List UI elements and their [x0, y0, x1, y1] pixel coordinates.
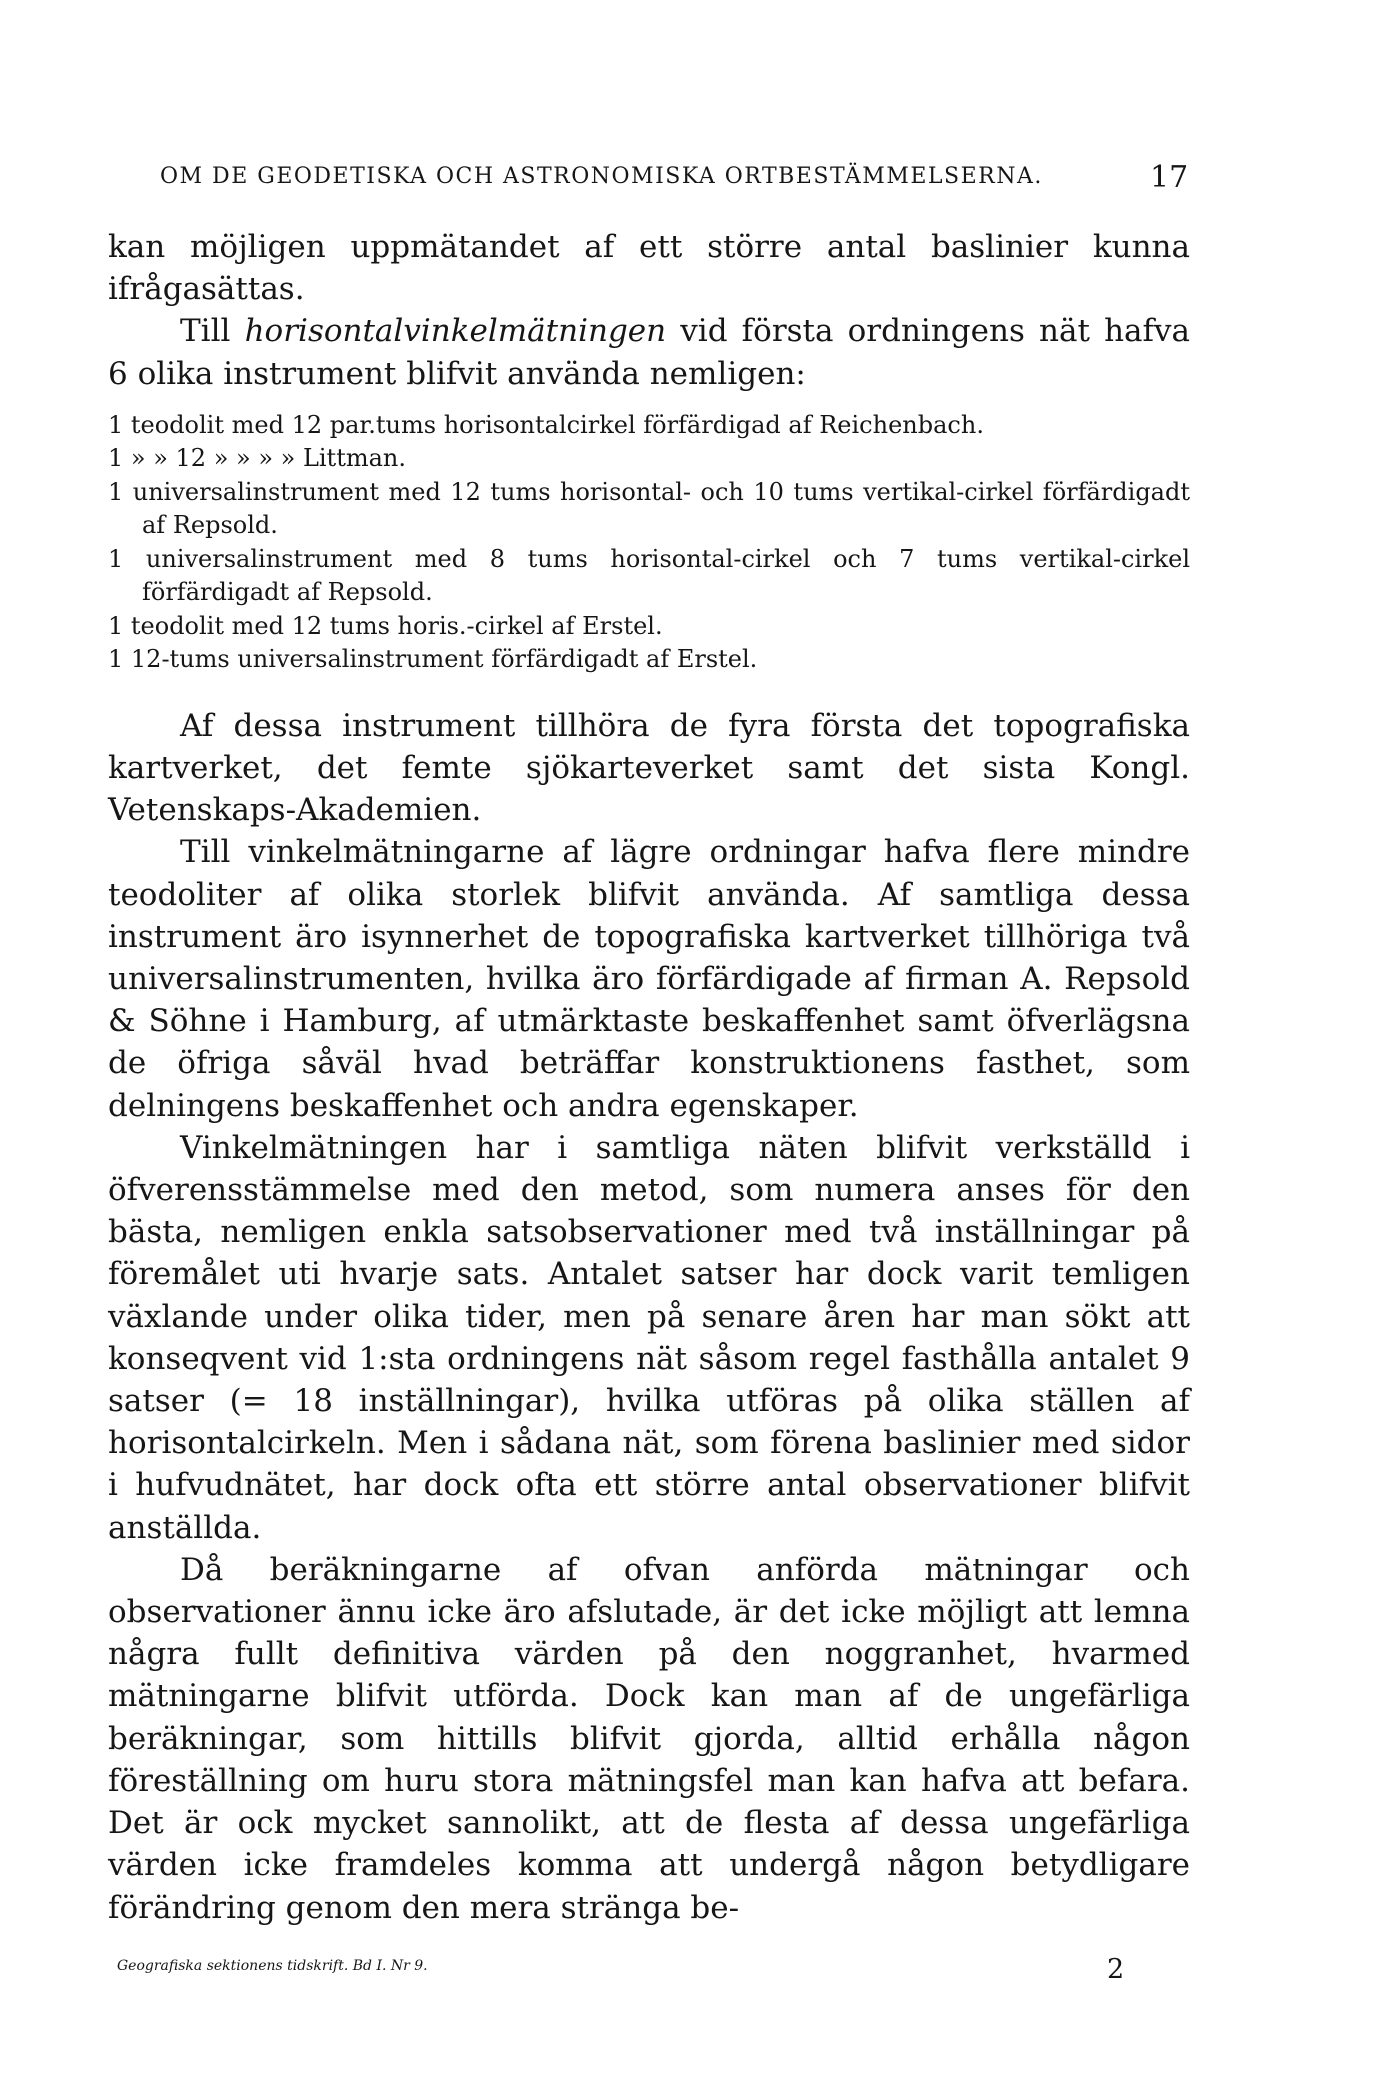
paragraph: Till vinkelmätningarne af lägre ordningar hafva flere mindre teodoliter af olika storlek blifvit använda. Af samtliga dessa instrument äro isynnerhet de topografiska kartverket tillhöriga två universalinstrumenten, hvilka äro förfärdigade af firman A. Repsold & Söhne i Hamburg, af utmärktaste beskaffenhet samt öfverlägsna de öfriga såväl hvad beträffar konstruktionens fasthet, som delningens beskaffenhet och andra egenskaper. [108, 834, 1190, 1124]
running-title: OM DE GEODETISKA OCH ASTRONOMISKA ORTBESTÄMMELSERNA. [160, 164, 1043, 189]
list-item: 1 12-tums universalinstrument förfärdigadt af Erstel. [108, 645, 758, 674]
page-body [108, 226, 1190, 1929]
paragraph-text: Till [180, 313, 245, 350]
paragraph-text: vid första ordningens nät hafva 6 olika instrument blifvit använda nemligen: [108, 313, 1190, 392]
list-item: 1 » » 12 » » » » Littman. [108, 444, 406, 473]
list-item: 1 universalinstrument med 12 tums horisontal- och 10 tums vertikal-cirkel förfärdigadt af Repsold. [108, 477, 1190, 540]
emphasized-term: horisontalvinkelmätningen [244, 313, 667, 350]
signature-mark: 2 [1107, 1954, 1125, 1985]
paragraph: Vinkelmätningen har i samtliga näten blifvit verkställd i öfverensstämmelse med den metod, som numera anses för den bästa, nemligen enkla satsobservationer med två inställningar på föremålet uti hvarje sats. Antalet satser har dock varit temligen växlande under olika tider, men på senare åren har man sökt att konseqvent vid 1:sta ordningens nät såsom regel fasthålla antalet 9 satser (= 18 inställningar), hvilka utföras på olika ställen af horisontalcirkeln. Men i sådana nät, som förena baslinier med sidor i hufvudnätet, har dock ofta ett större antal observationer blifvit anställda. [108, 1129, 1190, 1546]
paragraph-instruments-intro [108, 310, 1190, 394]
paragraph: kan möjligen uppmätandet af ett större antal baslinier kunna ifrågasättas. [108, 229, 1190, 308]
footer-source: Geografiska sektionens tidskrift. Bd I. Nr 9. [117, 1958, 428, 1974]
paragraph: Af dessa instrument tillhöra de fyra första det topografiska kartverket, det femte sjökarteverket samt det sista Kongl. Vetenskaps-Akademien. [108, 707, 1190, 829]
instrument-list [108, 409, 1190, 677]
page-number: 17 [1150, 160, 1189, 195]
list-item: 1 universalinstrument med 8 tums horisontal-cirkel och 7 tums vertikal-cirkel förfärdigadt af Repsold. [108, 544, 1190, 607]
list-item: 1 teodolit med 12 tums horis.-cirkel af Erstel. [108, 611, 663, 640]
list-item: 1 teodolit med 12 par.tums horisontalcirkel förfärdigad af Reichenbach. [108, 410, 984, 439]
paragraph: Då beräkningarne af ofvan anförda mätningar och observationer ännu icke äro afslutade, är det icke möjligt att lemna några fullt definitiva värden på den noggranhet, hvarmed mätningarne blifvit utförda. Dock kan man af de ungefärliga beräkningar, som hittills blifvit gjorda, alltid erhålla någon föreställning om huru stora mätningsfel man kan hafva att befara. Det är ock mycket sannolikt, att de flesta af dessa ungefärliga värden icke framdeles komma att undergå någon betydligare förändring genom den mera stränga be- [108, 1551, 1190, 1926]
